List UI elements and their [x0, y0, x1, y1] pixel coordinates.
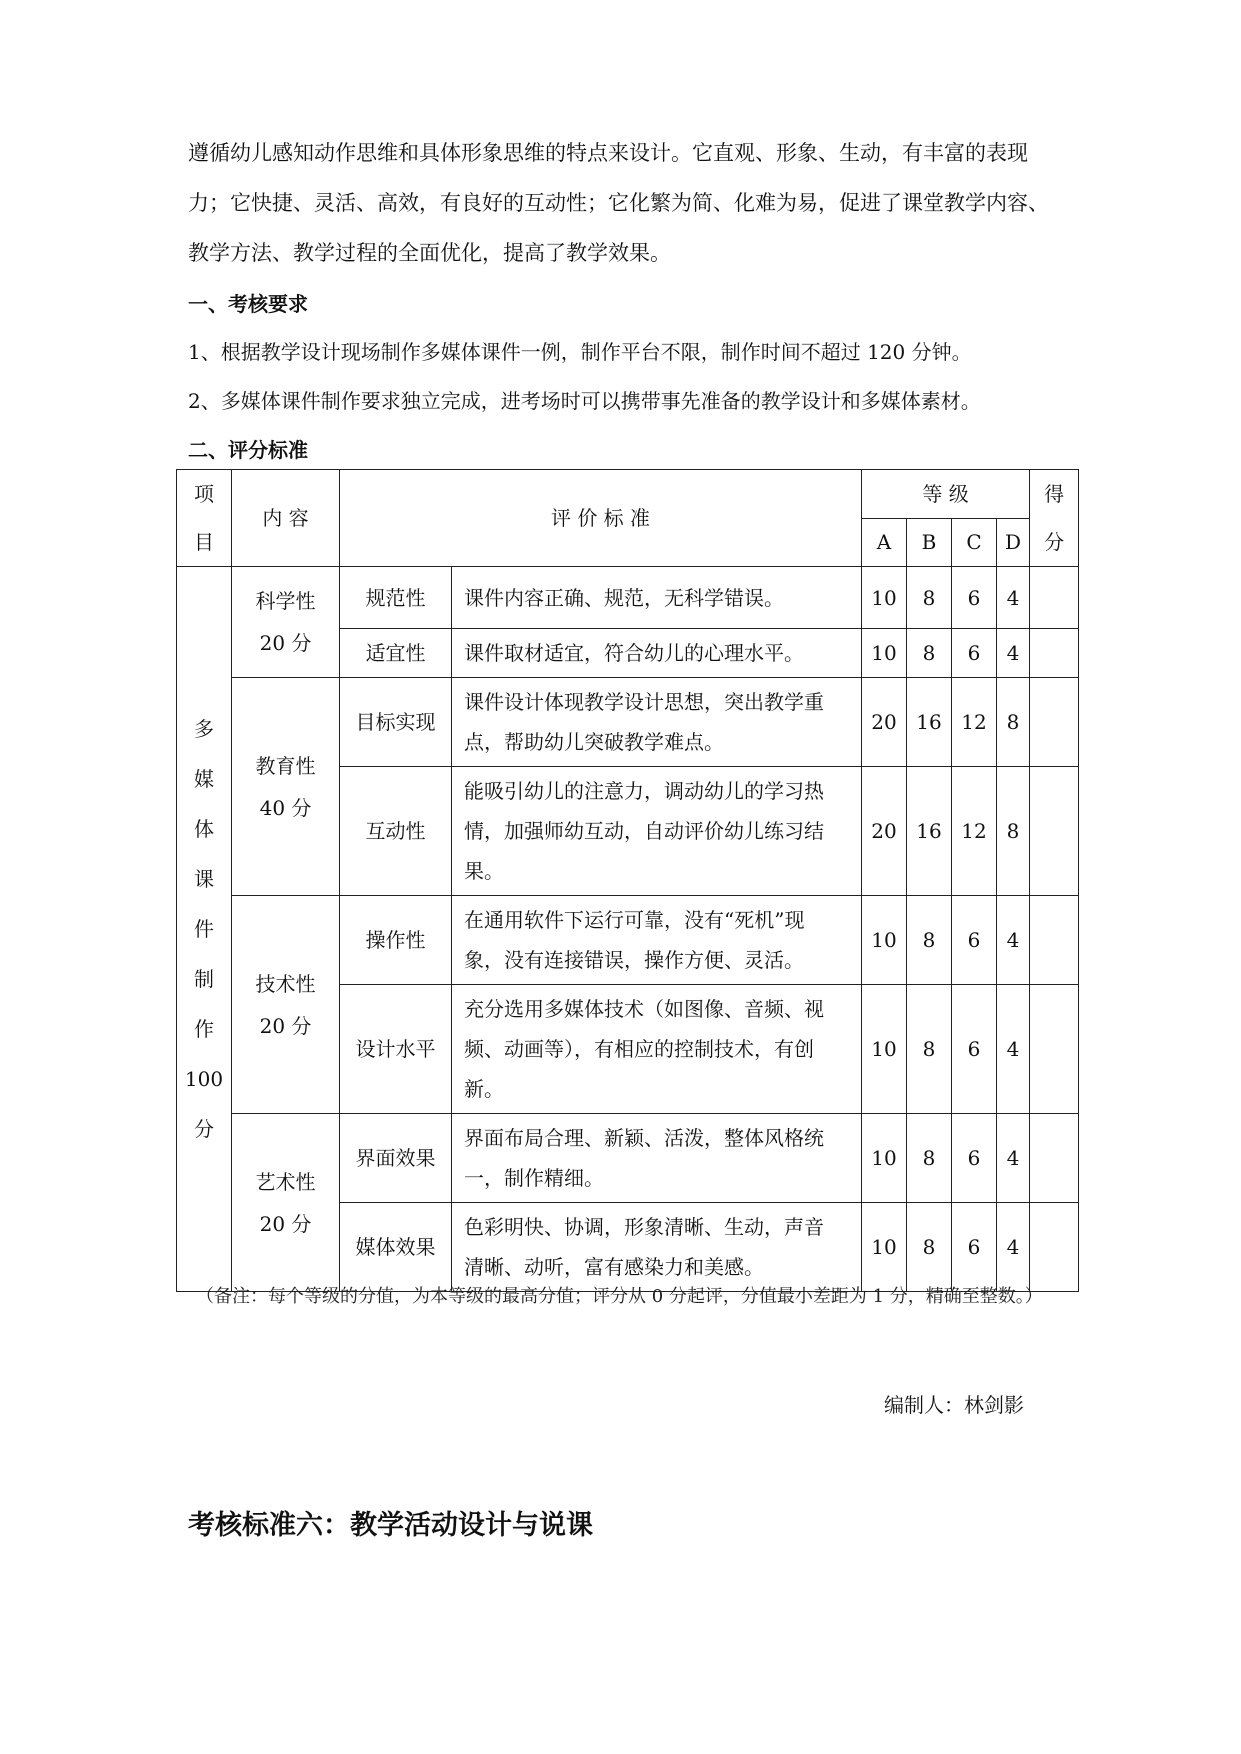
- criteria-text: 能吸引幼儿的注意力，调动幼儿的学习热 情，加强师幼互动，自动评价幼儿练习结 果。: [452, 767, 862, 896]
- grade-value: 4: [997, 985, 1030, 1114]
- criteria-text: 在通用软件下运行可靠，没有“死机”现 象，没有连接错误，操作方便、灵活。: [452, 896, 862, 985]
- sub-item: 界面效果: [340, 1114, 452, 1203]
- grade-value: 10: [862, 1203, 907, 1292]
- grade-value: 8: [907, 567, 952, 629]
- grade-value: 6: [952, 1114, 997, 1203]
- grade-value: 8: [907, 1203, 952, 1292]
- criteria-text: 课件设计体现教学设计思想，突出教学重 点，帮助幼儿突破教学难点。: [452, 678, 862, 767]
- criteria-text: 充分选用多媒体技术（如图像、音频、视 频、动画等），有相应的控制技术，有创 新。: [452, 985, 862, 1114]
- intro-paragraph: [188, 128, 1088, 278]
- category-cell: 教育性 40 分: [232, 678, 340, 896]
- grade-value: 6: [952, 629, 997, 678]
- sub-item: 媒体效果: [340, 1203, 452, 1292]
- grade-value: 4: [997, 1203, 1030, 1292]
- header-item: 项 目: [177, 470, 232, 567]
- grade-value: 16: [907, 678, 952, 767]
- grade-value: 10: [862, 567, 907, 629]
- next-section-title: 考核标准六：教学活动设计与说课: [188, 1510, 593, 1541]
- grade-value: 4: [997, 629, 1030, 678]
- grade-value: 8: [997, 678, 1030, 767]
- grade-letter: B: [907, 518, 952, 567]
- grade-value: 4: [997, 567, 1030, 629]
- project-cell: 多 媒 体 课 件 制 作 100 分: [177, 567, 232, 1292]
- grade-value: 6: [952, 567, 997, 629]
- criteria-text: 色彩明快、协调，形象清晰、生动，声音 清晰、动听，富有感染力和美感。: [452, 1203, 862, 1292]
- table-header-row: [177, 470, 1079, 519]
- score-cell[interactable]: [1030, 1203, 1079, 1292]
- score-cell[interactable]: [1030, 896, 1079, 985]
- grade-value: 6: [952, 1203, 997, 1292]
- intro-line: 力；它快捷、灵活、高效，有良好的互动性；它化繁为简、化难为易，促进了课堂教学内容、: [188, 191, 1049, 215]
- header-grade: 等 级: [862, 470, 1030, 519]
- sub-item: 规范性: [340, 567, 452, 629]
- grade-value: 12: [952, 767, 997, 896]
- grade-letter: A: [862, 518, 907, 567]
- header-criteria: 评 价 标 准: [340, 470, 862, 567]
- requirement-item: 2、多媒体课件制作要求独立完成，进考场时可以携带事先准备的教学设计和多媒体素材。: [188, 389, 981, 413]
- category-cell: 艺术性 20 分: [232, 1114, 340, 1292]
- grade-letter: D: [997, 518, 1030, 567]
- criteria-text: 课件取材适宜，符合幼儿的心理水平。: [452, 629, 862, 678]
- criteria-text: 界面布局合理、新颖、活泼，整体风格统 一，制作精细。: [452, 1114, 862, 1203]
- grade-value: 8: [907, 1114, 952, 1203]
- table-row: [177, 896, 1079, 985]
- section-heading-requirements: 一、考核要求: [188, 292, 308, 316]
- header-score: 得 分: [1030, 470, 1079, 567]
- sub-item: 操作性: [340, 896, 452, 985]
- grade-value: 12: [952, 678, 997, 767]
- score-cell[interactable]: [1030, 678, 1079, 767]
- intro-line: 教学方法、教学过程的全面优化，提高了教学效果。: [188, 241, 671, 265]
- author-line: 编制人：林剑影: [884, 1393, 1024, 1417]
- grade-letter: C: [952, 518, 997, 567]
- grade-value: 4: [997, 896, 1030, 985]
- grade-value: 8: [907, 985, 952, 1114]
- requirement-item: 1、根据教学设计现场制作多媒体课件一例，制作平台不限，制作时间不超过 120 分钟。: [188, 340, 972, 364]
- grade-value: 20: [862, 678, 907, 767]
- score-cell[interactable]: [1030, 767, 1079, 896]
- grade-value: 8: [997, 767, 1030, 896]
- grade-value: 10: [862, 896, 907, 985]
- grade-value: 10: [862, 629, 907, 678]
- grade-value: 8: [907, 896, 952, 985]
- score-cell[interactable]: [1030, 985, 1079, 1114]
- sub-item: 适宜性: [340, 629, 452, 678]
- grade-value: 4: [997, 1114, 1030, 1203]
- category-cell: 技术性 20 分: [232, 896, 340, 1114]
- grade-value: 6: [952, 985, 997, 1114]
- sub-item: 互动性: [340, 767, 452, 896]
- intro-line: 遵循幼儿感知动作思维和具体形象思维的特点来设计。它直观、形象、生动，有丰富的表现: [188, 141, 1028, 165]
- grade-value: 16: [907, 767, 952, 896]
- score-cell[interactable]: [1030, 1114, 1079, 1203]
- sub-item: 目标实现: [340, 678, 452, 767]
- table-row: [177, 678, 1079, 767]
- category-cell: 科学性 20 分: [232, 567, 340, 678]
- sub-item: 设计水平: [340, 985, 452, 1114]
- table-note: （备注：每个等级的分值，为本等级的最高分值；评分从 0 分起评，分值最小差距为 1 分，精确至整数。）: [196, 1286, 1043, 1307]
- table-row: [177, 567, 1079, 629]
- criteria-text: 课件内容正确、规范，无科学错误。: [452, 567, 862, 629]
- score-cell[interactable]: [1030, 629, 1079, 678]
- scoring-table: [176, 469, 1079, 1292]
- grade-value: 20: [862, 767, 907, 896]
- header-content: 内 容: [232, 470, 340, 567]
- grade-value: 8: [907, 629, 952, 678]
- grade-value: 6: [952, 896, 997, 985]
- grade-value: 10: [862, 985, 907, 1114]
- score-cell[interactable]: [1030, 567, 1079, 629]
- grade-value: 10: [862, 1114, 907, 1203]
- table-row: [177, 1114, 1079, 1203]
- section-heading-scoring: 二、评分标准: [188, 438, 308, 462]
